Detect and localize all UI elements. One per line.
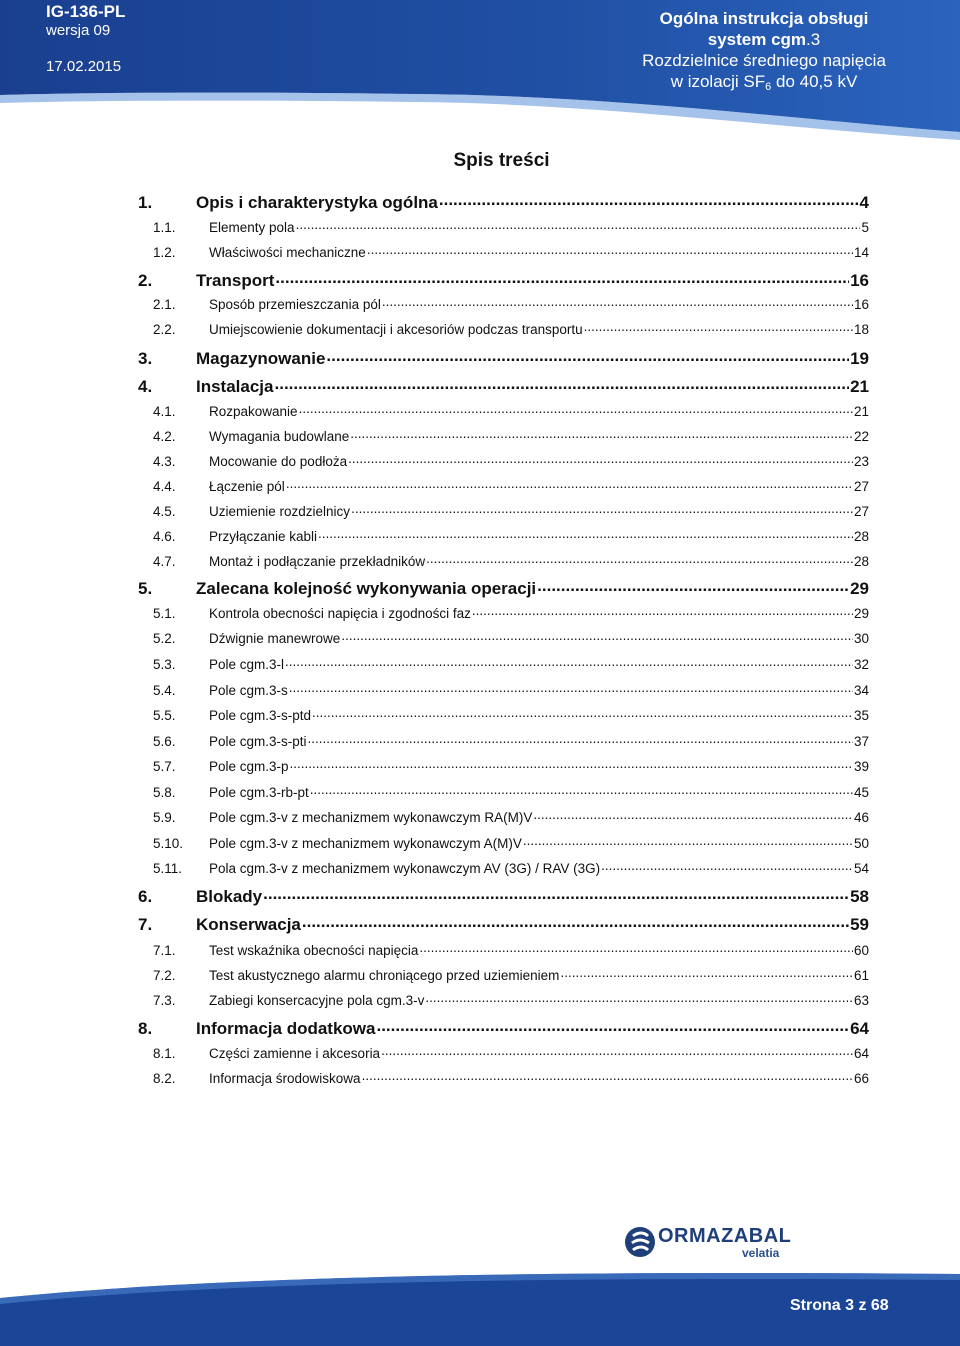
toc-page: 16 — [853, 296, 869, 312]
toc-label: Kontrola obecności napięcia i zgodności faz — [209, 605, 471, 621]
toc-label: Zalecana kolejność wykonywania operacji — [196, 579, 537, 598]
toc-label: Mocowanie do podłoża — [209, 453, 348, 469]
toc-label: Wymagania budowlane — [209, 428, 350, 444]
toc-section[interactable] — [138, 629, 869, 646]
toc-number: 5.5. — [153, 707, 176, 723]
toc-chapter[interactable] — [138, 375, 869, 397]
toc-page: 21 — [850, 377, 869, 396]
toc-leader — [299, 402, 853, 416]
toc-label: Sposób przemieszczania pól — [209, 296, 381, 312]
toc-chapter[interactable] — [138, 191, 869, 213]
toc-page: 28 — [853, 528, 869, 544]
toc-leader — [523, 834, 853, 848]
toc-section[interactable] — [138, 402, 869, 419]
toc-leader — [289, 681, 853, 695]
toc-label: Łączenie pól — [209, 478, 285, 494]
toc-section[interactable] — [138, 655, 869, 672]
toc-label: Właściwości mechaniczne — [209, 244, 366, 260]
toc-page: 37 — [853, 733, 869, 749]
logo-emblem-icon — [624, 1224, 656, 1260]
toc-page: 18 — [853, 321, 869, 337]
toc-leader — [439, 191, 859, 208]
toc-leader — [308, 732, 853, 746]
toc-leader — [296, 218, 861, 232]
toc-chapter[interactable] — [138, 269, 869, 291]
toc-label: Blokady — [196, 887, 263, 906]
toc-section[interactable] — [138, 1069, 869, 1086]
toc-page: 16 — [850, 271, 869, 290]
toc-number: 4.5. — [153, 503, 176, 519]
toc-number: 2. — [138, 271, 153, 290]
toc-leader — [381, 1044, 853, 1058]
toc-section[interactable] — [138, 834, 869, 851]
toc-number: 7. — [138, 915, 153, 934]
toc-leader — [419, 941, 853, 955]
toc-section[interactable] — [138, 966, 869, 983]
toc-number: 5.1. — [153, 605, 176, 621]
toc-section[interactable] — [138, 502, 869, 519]
toc-page: 23 — [853, 453, 869, 469]
toc-number: 4. — [138, 377, 153, 396]
toc-leader — [367, 243, 853, 257]
toc-chapter[interactable] — [138, 1017, 869, 1039]
toc-number: 5.11. — [153, 860, 183, 876]
toc-page: 39 — [853, 758, 869, 774]
toc-section[interactable] — [138, 783, 869, 800]
company-logo — [624, 1222, 794, 1266]
toc-section[interactable] — [138, 732, 869, 749]
toc-page: 54 — [853, 860, 869, 876]
toc-label: Części zamienne i akcesoria — [209, 1045, 381, 1061]
toc-section[interactable] — [138, 706, 869, 723]
toc-leader — [472, 604, 853, 618]
toc-label: Test akustycznego alarmu chroniącego przed uziemieniem — [209, 967, 560, 983]
toc-section[interactable] — [138, 757, 869, 774]
toc-number: 7.2. — [153, 967, 176, 983]
toc-page: 29 — [853, 605, 869, 621]
toc-label: Pole cgm.3-s-ptd — [209, 707, 312, 723]
toc-label: Informacja środowiskowa — [209, 1070, 361, 1086]
toc-leader — [533, 808, 853, 822]
toc-leader — [426, 552, 853, 566]
toc-section[interactable] — [138, 991, 869, 1008]
toc-page: 58 — [850, 887, 869, 906]
header-title: Ogólna instrukcja obsługi — [659, 9, 869, 28]
toc-number: 8.1. — [153, 1045, 176, 1061]
toc-section[interactable] — [138, 681, 869, 698]
toc-page: 30 — [853, 630, 869, 646]
toc-page: 45 — [853, 784, 869, 800]
toc-page: 28 — [853, 553, 869, 569]
toc-leader — [382, 295, 853, 309]
toc-leader — [318, 527, 853, 541]
toc-page: 50 — [853, 835, 869, 851]
toc-label: Elementy pola — [209, 219, 295, 235]
toc-section[interactable] — [138, 941, 869, 958]
toc-chapter[interactable] — [138, 347, 869, 369]
toc-section[interactable] — [138, 427, 869, 444]
toc-number: 7.3. — [153, 992, 176, 1008]
toc-page: 59 — [850, 915, 869, 934]
toc-label: Pole cgm.3-v z mechanizmem wykonawczym RA(M)V — [209, 809, 533, 825]
toc-page: 19 — [850, 349, 869, 368]
toc-label: Test wskaźnika obecności napięcia — [209, 942, 419, 958]
toc-section[interactable] — [138, 477, 869, 494]
toc-section[interactable] — [138, 604, 869, 621]
toc-number: 5.10. — [153, 835, 184, 851]
toc-page: 60 — [853, 942, 869, 958]
toc-label: Konserwacja — [196, 915, 301, 934]
toc-leader — [351, 502, 853, 516]
toc-number: 8.2. — [153, 1070, 176, 1086]
toc-leader — [263, 885, 849, 902]
toc-chapter[interactable] — [138, 885, 869, 907]
toc-leader — [275, 375, 850, 392]
toc-leader — [310, 783, 853, 797]
toc-section[interactable] — [138, 243, 869, 260]
header-title-block — [600, 8, 928, 98]
toc-number: 3. — [138, 349, 153, 368]
page-number: Strona 3 z 68 — [790, 1297, 889, 1314]
toc-section[interactable] — [138, 452, 869, 469]
toc-label: Pola cgm.3-v z mechanizmem wykonawczym AV (3G) / RAV (3G) — [209, 860, 601, 876]
toc-leader — [341, 629, 853, 643]
toc-label: Rozpakowanie — [209, 403, 298, 419]
toc-leader — [285, 655, 853, 669]
toc-page: 22 — [853, 428, 869, 444]
toc-number: 5.3. — [153, 656, 176, 672]
toc-page: 66 — [853, 1070, 869, 1086]
toc-leader — [537, 577, 849, 594]
toc-label: Transport — [196, 271, 275, 290]
brand-cgm: cgm — [771, 30, 807, 49]
toc-page: 64 — [850, 1019, 869, 1038]
toc-number: 4.3. — [153, 453, 176, 469]
toc-number: 5.8. — [153, 784, 176, 800]
toc-page: 64 — [853, 1045, 869, 1061]
toc-section[interactable] — [138, 552, 869, 569]
toc-number: 8. — [138, 1019, 153, 1038]
toc-label: Pole cgm.3-rb-pt — [209, 784, 309, 800]
toc-label: Uziemienie rozdzielnicy — [209, 503, 351, 519]
toc-section[interactable] — [138, 218, 869, 235]
toc-page: 4 — [859, 193, 869, 212]
toc-label: Montaż i podłączanie przekładników — [209, 553, 426, 569]
toc-chapter[interactable] — [138, 913, 869, 935]
toc-label: Przyłączanie kabli — [209, 528, 318, 544]
toc-number: 4.7. — [153, 553, 176, 569]
toc-leader — [425, 991, 853, 1005]
toc-number: 1.2. — [153, 244, 176, 260]
toc-label: Magazynowanie — [196, 349, 326, 368]
toc-label: Informacja dodatkowa — [196, 1019, 376, 1038]
document-date: 17.02.2015 — [46, 58, 122, 75]
header-system-line: system cgm.3 — [707, 30, 821, 49]
toc-number: 2.2. — [153, 321, 176, 337]
toc-section[interactable] — [138, 1044, 869, 1061]
toc-number: 7.1. — [153, 942, 176, 958]
toc-page: 46 — [853, 809, 869, 825]
toc-number: 6. — [138, 887, 153, 906]
toc-leader — [601, 859, 853, 873]
logo-wordmark: ORMAZABAL — [658, 1225, 792, 1247]
toc-leader — [275, 269, 849, 286]
toc-number: 5.4. — [153, 682, 176, 698]
document-code: IG-136-PL — [46, 2, 126, 21]
header-subtitle: Rozdzielnice średniego napięcia — [642, 51, 886, 70]
toc-section[interactable] — [138, 859, 869, 876]
toc-leader — [312, 706, 853, 720]
toc-number: 5.9. — [153, 809, 176, 825]
toc-page: 27 — [853, 478, 869, 494]
toc-label: Umiejscowienie dokumentacji i akcesoriów podczas transportu — [209, 321, 583, 337]
logo-tagline: velatia — [742, 1246, 780, 1260]
toc-page: 34 — [853, 682, 869, 698]
toc-page: 14 — [853, 244, 869, 260]
header-insulation-line: w izolacji $SF_6$ do 40,5 kV — [670, 72, 858, 93]
toc-section[interactable] — [138, 295, 869, 312]
toc-label: Zabiegi konsercacyjne pola cgm.3-v — [209, 992, 425, 1008]
toc-section[interactable] — [138, 320, 869, 337]
toc-label: Pole cgm.3-v z mechanizmem wykonawczym A(M)V — [209, 835, 522, 851]
document-version: wersja 09 — [46, 22, 111, 39]
toc-number: 1.1. — [153, 219, 176, 235]
toc-label: Instalacja — [196, 377, 274, 396]
toc-number: 2.1. — [153, 296, 176, 312]
toc-leader — [584, 320, 853, 334]
toc-page: 29 — [850, 579, 869, 598]
toc-label: Pole cgm.3-l — [209, 656, 285, 672]
toc-label: Pole cgm.3-s — [209, 682, 288, 698]
toc-title: Spis treści — [453, 150, 550, 171]
toc-label: Dźwignie manewrowe — [209, 630, 341, 646]
toc-page: 32 — [853, 656, 869, 672]
toc-page: 21 — [853, 403, 869, 419]
toc-label: Pole cgm.3-p — [209, 758, 289, 774]
toc-page: 5 — [861, 219, 869, 235]
toc-page: 35 — [853, 707, 869, 723]
toc-section[interactable] — [138, 808, 869, 825]
toc-number: 4.1. — [153, 403, 176, 419]
toc-page: 27 — [853, 503, 869, 519]
toc-leader — [376, 1017, 849, 1034]
toc-leader — [348, 452, 853, 466]
toc-chapter[interactable] — [138, 577, 869, 599]
toc-number: 5.6. — [153, 733, 176, 749]
toc-label: Opis i charakterystyka ogólna — [196, 193, 438, 212]
toc-leader — [362, 1069, 853, 1083]
toc-leader — [290, 757, 853, 771]
toc-leader — [560, 966, 853, 980]
toc-label: Pole cgm.3-s-pti — [209, 733, 307, 749]
toc-leader — [286, 477, 853, 491]
toc-section[interactable] — [138, 527, 869, 544]
toc-number: 4.2. — [153, 428, 176, 444]
toc-number: 5. — [138, 579, 153, 598]
toc-number: 1. — [138, 193, 153, 212]
toc-number: 4.4. — [153, 478, 176, 494]
toc-leader — [326, 347, 849, 364]
toc-number: 4.6. — [153, 528, 176, 544]
toc-page: 63 — [853, 992, 869, 1008]
toc-page: 61 — [853, 967, 869, 983]
toc-number: 5.2. — [153, 630, 176, 646]
toc-leader — [302, 913, 849, 930]
toc-number: 5.7. — [153, 758, 176, 774]
toc-leader — [350, 427, 853, 441]
